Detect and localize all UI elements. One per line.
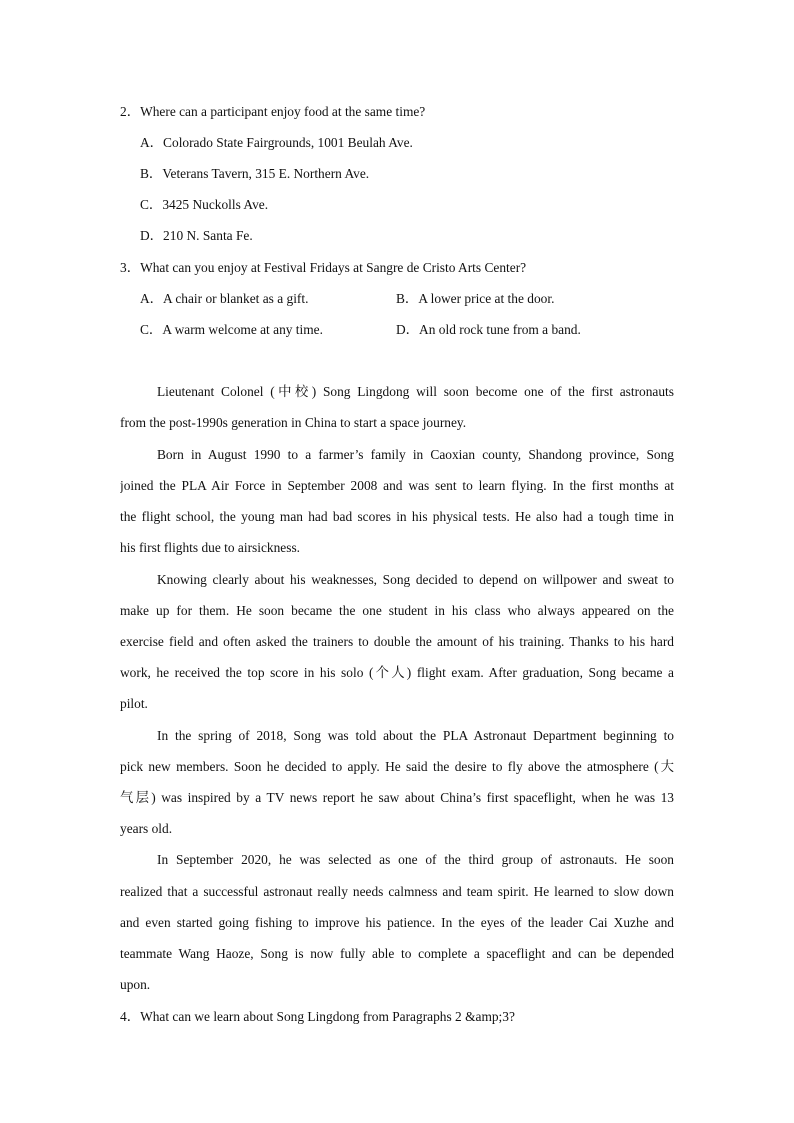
- passage-p3-line-5: pilot.: [120, 696, 148, 711]
- passage-p1-line-1: Lieutenant Colonel (中校) Song Lingdong will soon become one of the first astronauts: [157, 384, 674, 399]
- passage-p5-line-4: teammate Wang Haoze, Song is now fully able to complete a spaceflight and can be depended: [120, 946, 674, 961]
- question-2-stem: 2．Where can a participant enjoy food at the same time?: [120, 104, 426, 119]
- passage-p3-line-4: work, he received the top score in his solo (个人) flight exam. After graduation, Song became a: [120, 665, 674, 680]
- question-4-stem: 4．What can we learn about Song Lingdong from Paragraphs 2 &amp;3?: [120, 1009, 515, 1024]
- question-3-stem: 3．What can you enjoy at Festival Fridays at Sangre de Cristo Arts Center?: [120, 260, 527, 275]
- passage-p3-line-3: exercise field and often asked the trainers to double the amount of his training. Thanks to his hard: [120, 634, 674, 649]
- passage-p1-line-2: from the post-1990s generation in China to start a space journey.: [120, 415, 467, 430]
- passage-p4-line-1: In the spring of 2018, Song was told about the PLA Astronaut Department beginning to: [157, 728, 674, 743]
- passage-p5-line-2: realized that a successful astronaut really needs calmness and team spirit. He learned to slow down: [120, 884, 674, 899]
- passage-p3-line-2: make up for them. He soon became the one student in his class who always appeared on the: [120, 603, 674, 618]
- question-2-option-b: B．Veterans Tavern, 315 E. Northern Ave.: [140, 166, 370, 181]
- question-3-option-a: A．A chair or blanket as a gift.: [140, 291, 309, 306]
- question-2-option-d: D．210 N. Santa Fe.: [140, 228, 253, 243]
- passage-p4-line-3: 气层) was inspired by a TV news report he saw about China’s first spaceflight, when he was 13: [120, 790, 674, 805]
- question-3-option-c: C．A warm welcome at any time.: [140, 322, 323, 337]
- question-3-option-d: D．An old rock tune from a band.: [396, 322, 581, 337]
- passage-p2-line-4: his first flights due to airsickness.: [120, 540, 301, 555]
- question-2-option-c: C．3425 Nuckolls Ave.: [140, 197, 269, 212]
- question-3-option-b: B．A lower price at the door.: [396, 291, 555, 306]
- passage-p2-line-3: the flight school, the young man had bad scores in his physical tests. He also had a tough time in: [120, 509, 674, 524]
- question-2-option-a: A．Colorado State Fairgrounds, 1001 Beulah Ave.: [140, 135, 413, 150]
- passage-p5-line-3: and even started going fishing to improve his patience. In the eyes of the leader Cai Xuzhe and: [120, 915, 674, 930]
- passage-p2-line-1: Born in August 1990 to a farmer’s family in Caoxian county, Shandong province, Song: [157, 447, 674, 462]
- passage-p5-line-1: In September 2020, he was selected as one of the third group of astronauts. He soon: [157, 852, 674, 867]
- passage-p5-line-5: upon.: [120, 977, 151, 992]
- passage-p2-line-2: joined the PLA Air Force in September 2008 and was sent to learn flying. In the first months at: [120, 478, 674, 493]
- passage-p4-line-2: pick new members. Soon he decided to apply. He said the desire to fly above the atmosphere (大: [120, 759, 674, 774]
- passage-p3-line-1: Knowing clearly about his weaknesses, Song decided to depend on willpower and sweat to: [157, 572, 674, 587]
- passage-p4-line-4: years old.: [120, 821, 173, 836]
